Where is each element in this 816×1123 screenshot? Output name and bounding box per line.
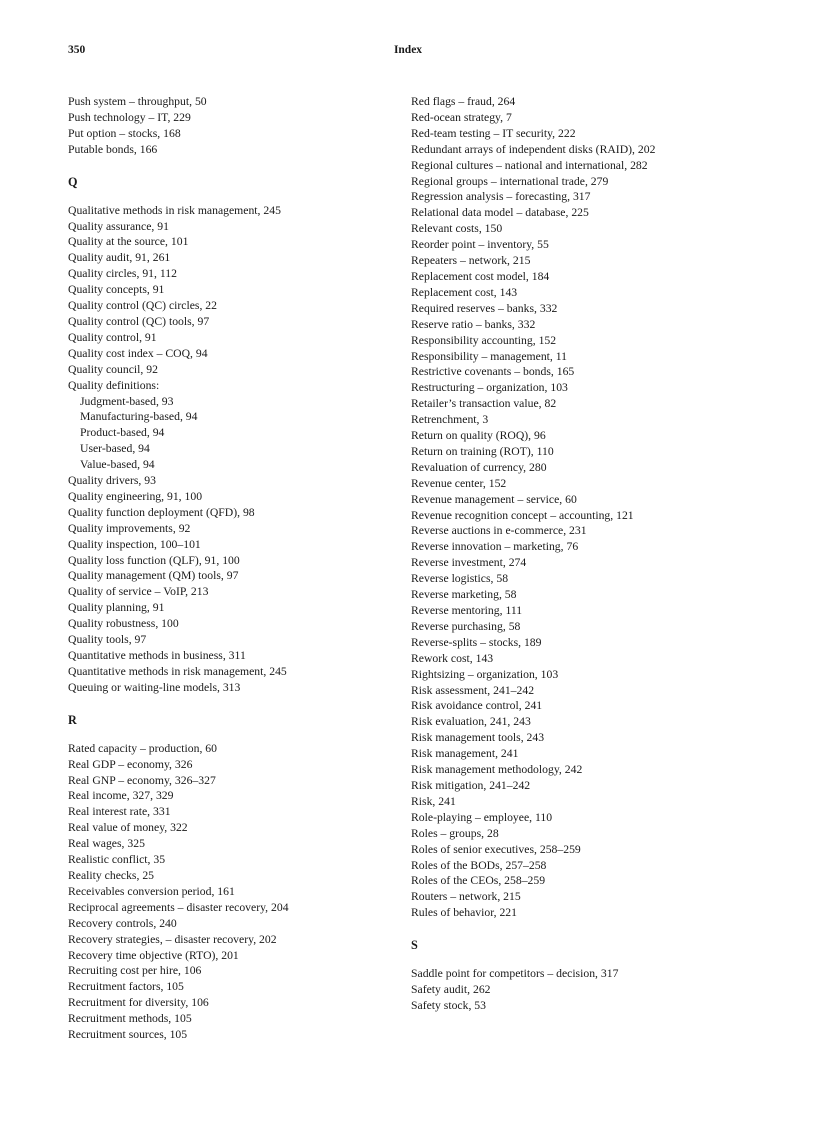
index-entry: Roles – groups, 28 bbox=[411, 826, 499, 840]
index-entry: Relational data model – database, 225 bbox=[411, 206, 589, 220]
index-entry: Reserve ratio – banks, 332 bbox=[411, 317, 536, 331]
index-entry: Quality at the source, 101 bbox=[68, 235, 189, 249]
section-letter: R bbox=[68, 712, 77, 727]
index-entry: Real interest rate, 331 bbox=[68, 805, 171, 819]
index-entry: Real income, 327, 329 bbox=[68, 789, 174, 803]
index-entry: Put option – stocks, 168 bbox=[68, 126, 181, 140]
index-entry: Putable bonds, 166 bbox=[68, 142, 158, 156]
index-entry: Quality control, 91 bbox=[68, 330, 157, 344]
index-entry: Role-playing – employee, 110 bbox=[411, 810, 553, 824]
index-entry: Risk assessment, 241–242 bbox=[411, 683, 535, 697]
index-entry: Routers – network, 215 bbox=[411, 890, 521, 904]
index-entry: Revaluation of currency, 280 bbox=[411, 460, 547, 474]
index-entry: Responsibility accounting, 152 bbox=[411, 333, 557, 347]
index-entry: Revenue center, 152 bbox=[411, 476, 507, 490]
index-entry: Reverse mentoring, 111 bbox=[411, 604, 523, 617]
section-letter: Q bbox=[68, 174, 78, 189]
index-entry: Reverse innovation – marketing, 76 bbox=[411, 540, 579, 554]
section-letter: S bbox=[411, 938, 418, 953]
index-entry: Quality engineering, 91, 100 bbox=[68, 489, 203, 503]
index-entry: Quality of service – VoIP, 213 bbox=[68, 585, 209, 599]
index-entry: Real value of money, 322 bbox=[68, 821, 188, 835]
index-subentry: Product-based, 94 bbox=[80, 426, 165, 440]
index-entry: Red-ocean strategy, 7 bbox=[411, 110, 512, 124]
index-entry: Risk management methodology, 242 bbox=[411, 763, 583, 777]
index-entry: Restructuring – organization, 103 bbox=[411, 381, 568, 395]
index-entry: Quantitative methods in business, 311 bbox=[68, 649, 246, 662]
index-entry: Quality improvements, 92 bbox=[68, 521, 191, 535]
index-entry: Risk, 241 bbox=[411, 794, 456, 808]
index-entry: Rightsizing – organization, 103 bbox=[411, 667, 559, 681]
index-entry: Quality control (QC) circles, 22 bbox=[68, 299, 217, 313]
index-entry: Reverse purchasing, 58 bbox=[411, 619, 521, 633]
index-entry: Qualitative methods in risk management, 245 bbox=[68, 203, 281, 217]
index-entry: Red-team testing – IT security, 222 bbox=[411, 126, 576, 140]
index-entry: Recruitment for diversity, 106 bbox=[68, 996, 209, 1010]
index-entry: Restrictive covenants – bonds, 165 bbox=[411, 365, 575, 379]
index-entry: Quality control (QC) tools, 97 bbox=[68, 314, 210, 328]
index-entry: Repeaters – network, 215 bbox=[411, 254, 531, 268]
index-entry: Quality concepts, 91 bbox=[68, 283, 165, 297]
index-entry: Return on quality (ROQ), 96 bbox=[411, 429, 546, 443]
index-entry: Regression analysis – forecasting, 317 bbox=[411, 190, 591, 204]
index-subentry: Value-based, 94 bbox=[80, 458, 155, 472]
index-entry: Recovery time objective (RTO), 201 bbox=[68, 948, 239, 962]
index-entry: Regional groups – international trade, 279 bbox=[411, 174, 609, 188]
index-entry: Replacement cost, 143 bbox=[411, 285, 518, 299]
index-entry: Quality function deployment (QFD), 98 bbox=[68, 505, 255, 519]
index-entry: Reorder point – inventory, 55 bbox=[411, 238, 549, 252]
index-entry: Retrenchment, 3 bbox=[411, 413, 489, 427]
page-number: 350 bbox=[68, 44, 86, 56]
running-title: Index bbox=[393, 44, 423, 56]
index-entry: Quality assurance, 91 bbox=[68, 219, 169, 233]
index-entry: Rated capacity – production, 60 bbox=[68, 741, 217, 755]
index-entry: Quality loss function (QLF), 91, 100 bbox=[68, 553, 240, 567]
index-entry: Quality council, 92 bbox=[68, 362, 158, 376]
index-entry: Quality definitions: bbox=[68, 378, 160, 392]
index-entry: Rework cost, 143 bbox=[411, 651, 494, 665]
index-entry: Reverse-splits – stocks, 189 bbox=[411, 635, 542, 649]
index-entry: Real wages, 325 bbox=[68, 837, 145, 851]
index-entry: Real GDP – economy, 326 bbox=[68, 757, 193, 771]
index-entry: Roles of the BODs, 257–258 bbox=[411, 858, 547, 872]
index-entry: Safety stock, 53 bbox=[411, 998, 486, 1012]
index-entry: Reverse logistics, 58 bbox=[411, 572, 509, 586]
index-entry: Risk evaluation, 241, 243 bbox=[411, 715, 531, 729]
index-entry: Recovery controls, 240 bbox=[68, 916, 177, 930]
index-entry: Retailer’s transaction value, 82 bbox=[411, 397, 557, 411]
index-entry: Regional cultures – national and international, 282 bbox=[411, 158, 648, 172]
index-entry: Quality circles, 91, 112 bbox=[68, 267, 177, 281]
index-entry: Quantitative methods in risk management, 245 bbox=[68, 664, 287, 678]
index-entry: Realistic conflict, 35 bbox=[68, 853, 166, 867]
index-entry: Revenue recognition concept – accounting, 121 bbox=[411, 508, 634, 522]
index-entry: Real GNP – economy, 326–327 bbox=[68, 773, 216, 787]
index-entry: Reverse marketing, 58 bbox=[411, 588, 517, 602]
index-entry: Quality drivers, 93 bbox=[68, 474, 156, 488]
index-entry: Quality management (QM) tools, 97 bbox=[68, 569, 239, 583]
index-entry: Reciprocal agreements – disaster recovery, 204 bbox=[68, 900, 289, 914]
page-header bbox=[68, 44, 748, 60]
index-entry: Roles of the CEOs, 258–259 bbox=[411, 874, 546, 888]
index-entry: Risk mitigation, 241–242 bbox=[411, 778, 531, 792]
index-entry: Replacement cost model, 184 bbox=[411, 269, 550, 283]
index-column-left bbox=[68, 94, 388, 1043]
index-entry: Quality planning, 91 bbox=[68, 601, 165, 615]
index-entry: Safety audit, 262 bbox=[411, 983, 491, 997]
index-entry: Recruiting cost per hire, 106 bbox=[68, 964, 202, 978]
index-entry: Risk management, 241 bbox=[411, 747, 519, 761]
index-entry: Relevant costs, 150 bbox=[411, 222, 503, 236]
index-entry: Quality robustness, 100 bbox=[68, 617, 179, 631]
index-entry: Risk avoidance control, 241 bbox=[411, 699, 543, 713]
index-entry: Rules of behavior, 221 bbox=[411, 906, 517, 920]
index-entry: Saddle point for competitors – decision, 317 bbox=[411, 967, 619, 981]
index-subentry: Manufacturing-based, 94 bbox=[80, 410, 198, 424]
index-entry: Red flags – fraud, 264 bbox=[411, 95, 516, 108]
index-entry: Return on training (ROT), 110 bbox=[411, 444, 554, 458]
index-column-right bbox=[411, 94, 701, 1014]
index-entry: Recruitment factors, 105 bbox=[68, 980, 184, 994]
index-entry: Required reserves – banks, 332 bbox=[411, 301, 558, 315]
index-entry: Quality audit, 91, 261 bbox=[68, 251, 171, 265]
index-entry: Reverse investment, 274 bbox=[411, 556, 527, 570]
index-entry: Recruitment sources, 105 bbox=[68, 1028, 188, 1042]
index-entry: Revenue management – service, 60 bbox=[411, 492, 577, 506]
index-entry: Quality cost index – COQ, 94 bbox=[68, 346, 208, 360]
index-entry: Responsibility – management, 11 bbox=[411, 349, 568, 363]
index-entry: Push technology – IT, 229 bbox=[68, 110, 191, 124]
index-entry: Reverse auctions in e-commerce, 231 bbox=[411, 524, 587, 538]
index-entry: Receivables conversion period, 161 bbox=[68, 884, 235, 898]
index-entry: Queuing or waiting-line models, 313 bbox=[68, 680, 241, 694]
index-entry: Roles of senior executives, 258–259 bbox=[411, 842, 581, 856]
index-entry: Quality tools, 97 bbox=[68, 633, 147, 647]
index-entry: Redundant arrays of independent disks (RAID), 202 bbox=[411, 142, 656, 156]
index-entry: Reality checks, 25 bbox=[68, 868, 155, 882]
index-entry: Quality inspection, 100–101 bbox=[68, 537, 201, 551]
index-entry: Recruitment methods, 105 bbox=[68, 1012, 192, 1026]
index-subentry: Judgment-based, 93 bbox=[80, 394, 174, 408]
index-entry: Risk management tools, 243 bbox=[411, 731, 545, 745]
index-subentry: User-based, 94 bbox=[80, 442, 150, 456]
index-entry: Push system – throughput, 50 bbox=[68, 95, 207, 108]
index-entry: Recovery strategies, – disaster recovery, 202 bbox=[68, 932, 277, 946]
